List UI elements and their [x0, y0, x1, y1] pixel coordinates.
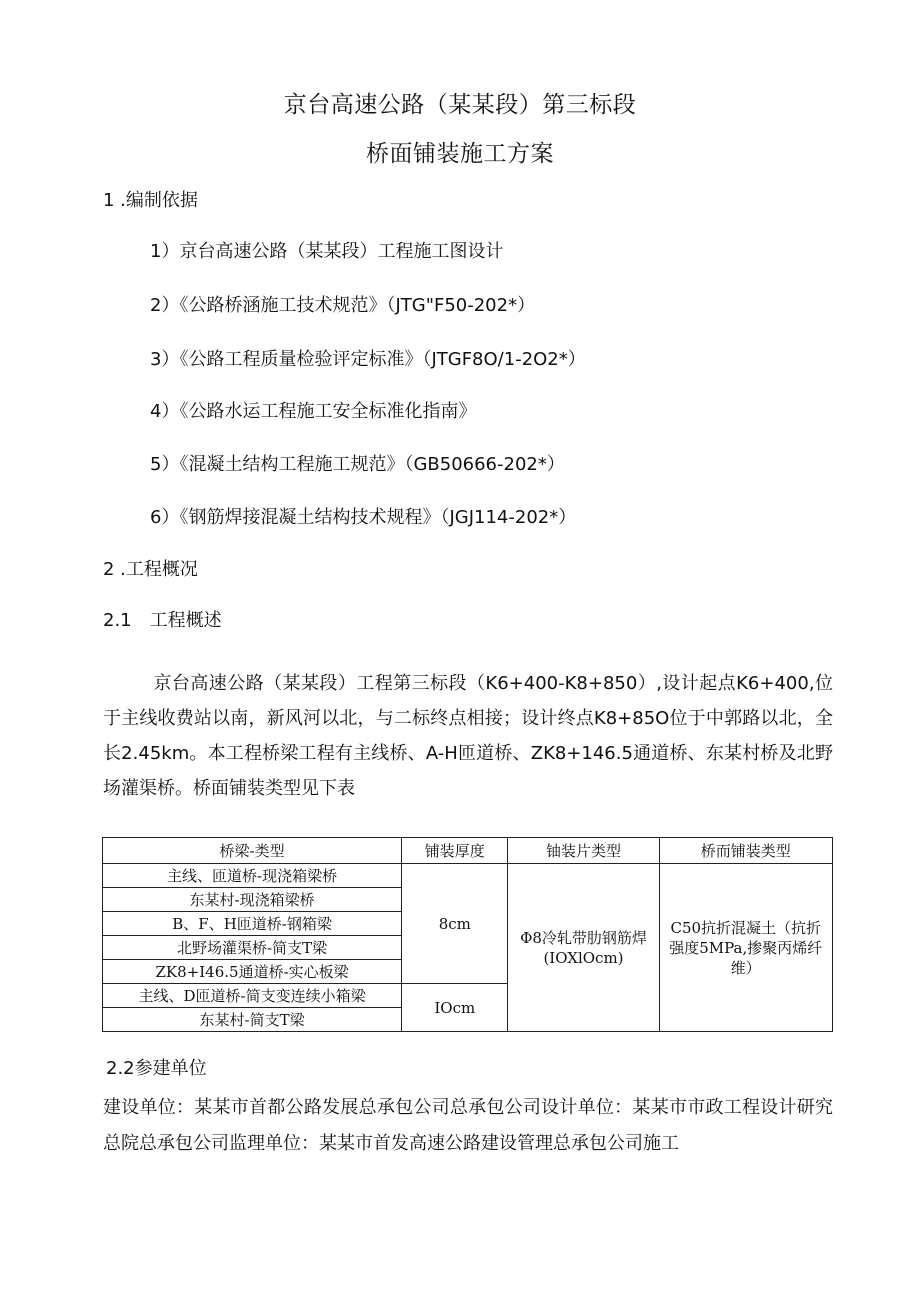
table-header-pave: 桥而铺装类型 [659, 838, 832, 864]
basis-item-5: 5）《混凝土结构工程施工规范》（GB50666-202*） [150, 454, 565, 475]
pavement-type-table [102, 837, 833, 1032]
table-row [103, 864, 833, 888]
table-cell-thickness: IOcm [402, 984, 508, 1032]
table-cell-bridge: B、F、H匝道桥-钢箱梁 [103, 912, 402, 936]
table-cell-bridge: 主线、D匝道桥-简支变连续小箱梁 [103, 984, 402, 1008]
table-cell-bridge: 主线、匝道桥-现浇箱梁桥 [103, 864, 402, 888]
table-header-mesh: 铀装片类型 [508, 838, 659, 864]
basis-item-3: 3）《公路工程质量检验评定标准》（JTGF8O∕1-2O2*） [150, 349, 586, 370]
table-cell-bridge: 东某村-简支T梁 [103, 1008, 402, 1032]
section-2-1-paragraph [103, 666, 833, 806]
basis-item-4: 4）《公路水运工程施工安全标准化指南》 [150, 401, 477, 422]
basis-item-2: 2）《公路桥涵施工技术规范》（JTG"F50-202*） [150, 295, 536, 316]
section-1-heading: 1 .编制依据 [103, 190, 198, 211]
table-cell-mesh: Φ8冷轧带肋钢筋焊(IOXlOcm) [508, 864, 659, 1032]
basis-item-1: 1）京台高速公路（某某段）工程施工图设计 [150, 241, 504, 262]
table-header-bridge: 桥梁-类型 [103, 838, 402, 864]
section-2-heading: 2 .工程概况 [103, 559, 198, 580]
section-2-2-paragraph: 建设单位：某某市首都公路发展总承包公司总承包公司设计单位：某某市市政工程设计研究总院总承包公司监理单位：某某市首发高速公路建设管理总承包公司施工 [103, 1097, 833, 1154]
table-header-thickness: 铺装厚度 [402, 838, 508, 864]
section-2-1-heading: 2.1 工程概述 [103, 610, 222, 631]
doc-title-line1: 京台高速公路（某某段）第三标段 [283, 92, 637, 118]
table-cell-bridge: 北野场灌渠桥-简支T梁 [103, 936, 402, 960]
doc-title-line2: 桥面铺装施工方案 [366, 141, 554, 167]
table-cell-thickness: 8cm [402, 864, 508, 984]
table-cell-pave: C50抗折混凝土（抗折强度5MPa,掺聚丙烯纤维） [659, 864, 832, 1032]
section-2-1-text: 京台高速公路（某某段）工程第三标段（K6+400-K8+850）,设计起点K6+400,位于主线收费站以南，新风河以北，与二标终点相接；设计终点K8+85O位于中郭路以北，全长2.45km。本工程桥梁工程有主线桥、A-H匝道桥、ZK8+146.5通道桥、东某村桥及北野场灌渠桥。桥面铺装类型见下表 [103, 673, 833, 799]
table-cell-bridge: ZK8+I46.5通道桥-实心板梁 [103, 960, 402, 984]
basis-item-6: 6）《钢筋焊接混凝土结构技术规程》（JGJ114-202*） [150, 507, 577, 528]
table-cell-bridge: 东某村-现浇箱梁桥 [103, 888, 402, 912]
section-2-2-heading: 2.2参建单位 [106, 1058, 207, 1079]
table-header-row [103, 838, 833, 864]
